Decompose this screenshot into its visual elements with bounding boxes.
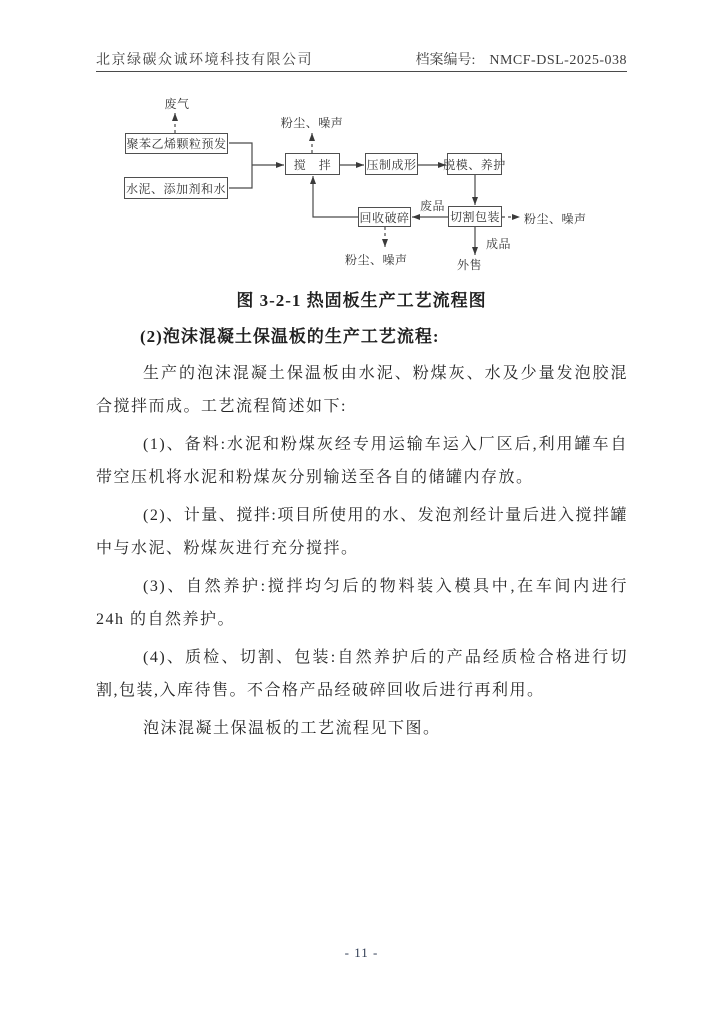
dust-noise-label-right: 粉尘、噪声: [524, 212, 587, 226]
paragraph-step-1: (1)、备料:水泥和粉煤灰经专用运输车运入厂区后,利用罐车自带空压机将水泥和粉煤灰分别输送至各自的储罐内存放。: [96, 436, 628, 486]
paragraph-closing: 泡沫混凝土保温板的工艺流程见下图。: [143, 720, 441, 737]
external-sale-label: 外售: [457, 258, 483, 272]
flow-box-cutting: 切割包装: [448, 206, 502, 227]
company-name: 北京绿碳众诚环境科技有限公司: [96, 53, 313, 68]
flow-box-pre-expansion: 聚苯乙烯颗粒预发: [125, 133, 228, 154]
paragraph-step-3: (3)、自然养护:搅拌均匀后的物料装入模具中,在车间内进行 24h 的自然养护。: [96, 578, 628, 628]
figure-caption: 图 3-2-1 热固板生产工艺流程图: [236, 291, 487, 310]
flow-box-mixing: 搅 拌: [285, 153, 340, 175]
paragraph-step-4: (4)、质检、切割、包装:自然养护后的产品经质检合格进行切割,包装,入库待售。不合格产品经破碎回收后进行再利用。: [96, 649, 628, 699]
flow-box-pressing: 压制成形: [365, 153, 418, 175]
header-divider: [96, 71, 627, 72]
finished-product-label: 成品: [486, 237, 512, 251]
flow-box-demolding: 脱模、养护: [447, 153, 502, 175]
flow-box-recycling: 回收破碎: [358, 207, 411, 227]
section-heading: (2)泡沫混凝土保温板的生产工艺流程:: [140, 327, 440, 346]
archive-value: NMCF-DSL-2025-038: [489, 53, 627, 68]
flow-box-materials: 水泥、添加剂和水: [124, 177, 228, 199]
waste-gas-label: 废气: [164, 97, 190, 111]
archive-number: [415, 49, 627, 69]
dust-noise-label-bottom: 粉尘、噪声: [345, 253, 408, 267]
body-text: [96, 357, 628, 750]
process-flowchart: [95, 90, 635, 280]
archive-label: 档案编号:: [415, 53, 476, 68]
paragraph-intro: 生产的泡沫混凝土保温板由水泥、粉煤灰、水及少量发泡胶混合搅拌而成。工艺流程简述如下:: [96, 365, 628, 415]
paragraph-step-2: (2)、计量、搅拌:项目所使用的水、发泡剂经计量后进入搅拌罐中与水泥、粉煤灰进行充分搅拌。: [96, 507, 628, 557]
page-number: - 11 -: [344, 945, 379, 960]
feedback-arrow: [313, 176, 358, 217]
connector-line: [229, 143, 252, 188]
dust-noise-label-top: 粉尘、噪声: [280, 116, 344, 130]
waste-label: 废品: [420, 199, 446, 213]
